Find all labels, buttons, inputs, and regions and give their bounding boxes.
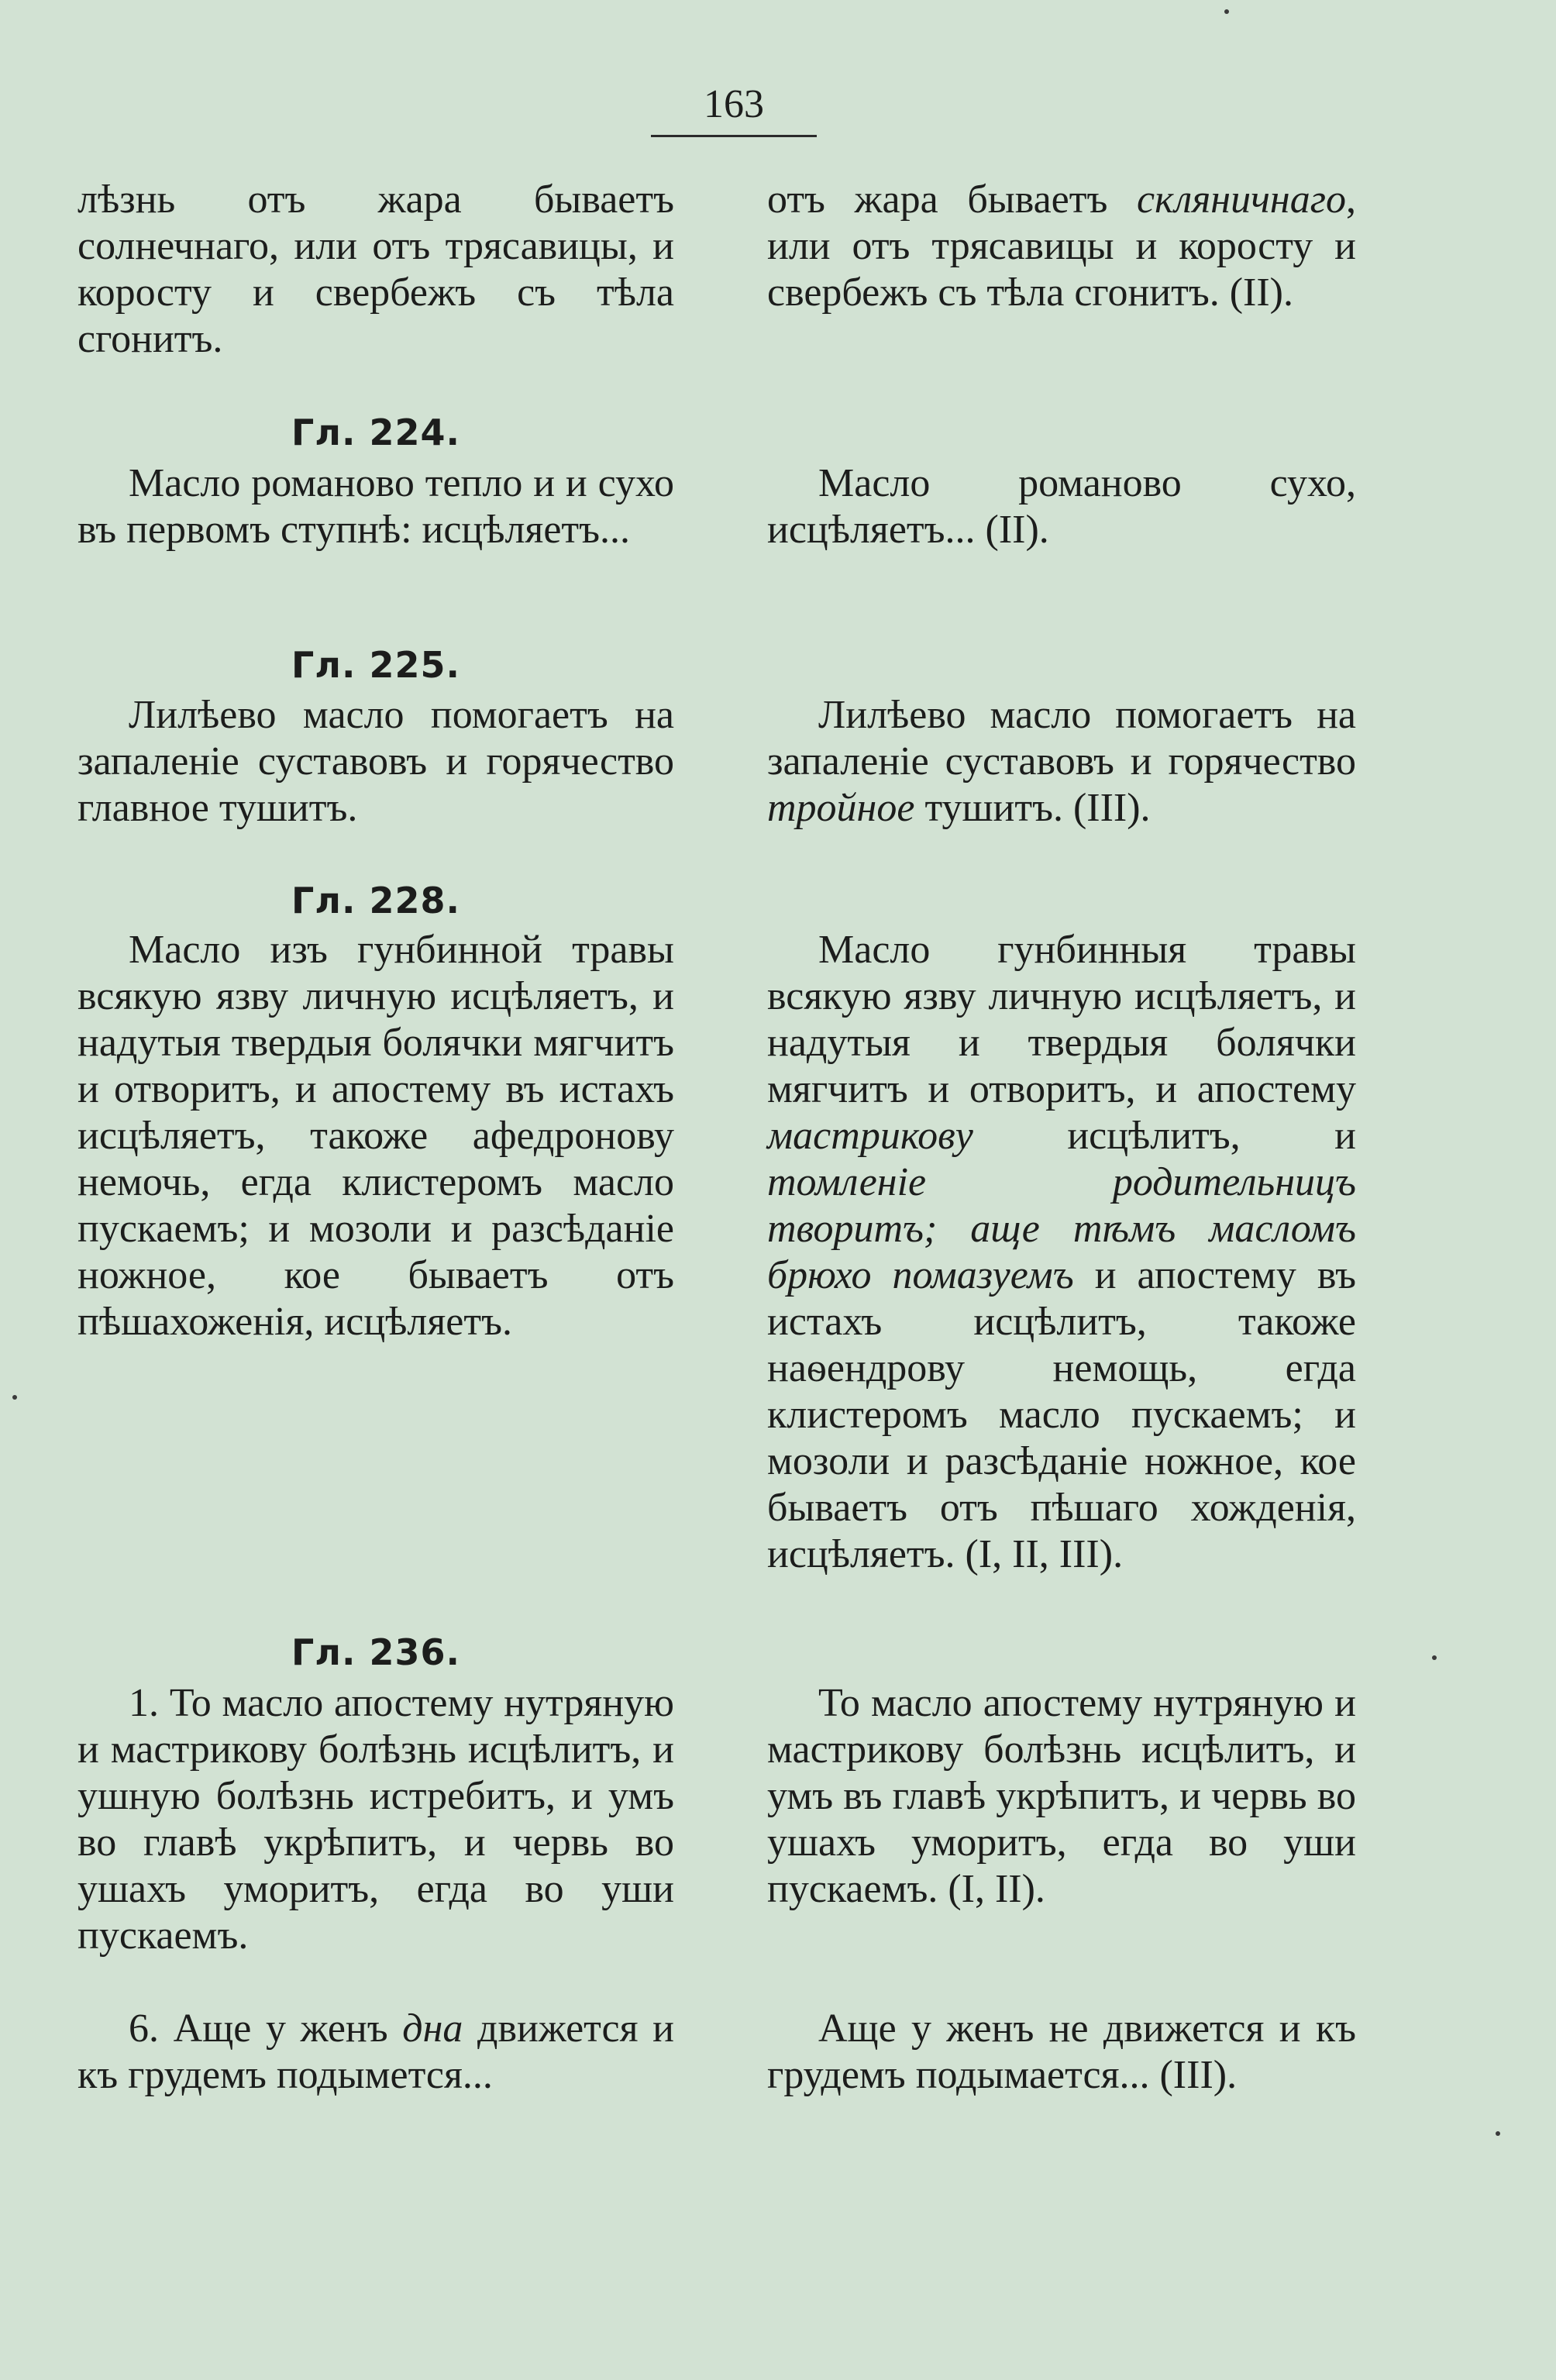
left-heading-224: Гл. 224. (291, 412, 460, 453)
scan-speck (1496, 2131, 1500, 2136)
right-chapter-224-text: Масло романово сухо, исцѣляетъ... (II). (767, 461, 1356, 552)
left-chapter-236-item-6: 6. Аще у женъ дна движется и къ грудемъ подымется... (77, 2006, 674, 2097)
right-column (767, 0, 1356, 2380)
left-chapter-224-text: Масло романово тепло и и сухо въ первомъ ступнѣ: исцѣляетъ... (77, 461, 674, 552)
right-chapter-228-text: Масло гунбинныя травы всякую язву личную исцѣляетъ, и надутыя и твердыя болячки мягчитъ и отворитъ, и апостему мастрикову исцѣлитъ, и томленіе родительницъ творитъ; аще тѣмъ масломъ брюхо помазуемъ и апостему въ истахъ исцѣлитъ, такоже наѳендрову немощь, егда клистеромъ масло пускаемъ; и мозоли и разсѣданіе ножное, кое бываетъ отъ пѣшаго хожденія, исцѣляетъ. (I, II, III). (767, 928, 1356, 1576)
left-chapter-228-text: Масло изъ гунбинной травы всякую язву личную исцѣляетъ, и надутыя твердыя болячки мягчитъ и отворитъ, и апостему въ истахъ исцѣляетъ, такоже афедронову немочь, егда клистеромъ масло пускаемъ; и мозоли и разсѣданіе ножное, кое бываетъ отъ пѣшахоженія, исцѣляетъ. (77, 928, 674, 1344)
scan-speck (12, 1395, 17, 1400)
left-heading-236: Гл. 236. (291, 1631, 460, 1673)
left-heading-225: Гл. 225. (291, 644, 460, 686)
scan-speck (1224, 9, 1229, 14)
left-chapter-225-text: Лилѣево масло помогаетъ на запаленіе суставовъ и горячество главное тушитъ. (77, 693, 674, 830)
left-chapter-223-tail: лѣзнь отъ жара бываетъ солнечнаго, или отъ трясавицы, и коросту и свербежъ съ тѣла сгонитъ. (77, 177, 674, 361)
right-chapter-225-text: Лилѣево масло помогаетъ на запаленіе суставовъ и горячество тройное тушитъ. (III). (767, 693, 1356, 830)
left-column (77, 0, 674, 2380)
page-number: 163 (651, 81, 817, 137)
left-heading-228: Гл. 228. (291, 880, 460, 921)
right-chapter-223-tail: отъ жара бываетъ скляничнаго, или отъ трясавицы и коросту и свербежъ съ тѣла сгонитъ. (II). (767, 177, 1356, 315)
right-chapter-236-item-6: Аще у женъ не движется и къ грудемъ подымается... (III). (767, 2006, 1356, 2097)
right-chapter-236-item-1: То масло апостему нутряную и мастрикову болѣзнь исцѣлитъ, и умъ въ главѣ укрѣпитъ, и червь во ушахъ уморитъ, егда во уши пускаемъ. (I, II). (767, 1681, 1356, 1911)
left-chapter-236-item-1: 1. То масло апостему нутряную и мастрикову болѣзнь исцѣлитъ, и ушную болѣзнь истребитъ, и умъ во главѣ укрѣпитъ, и червь во ушахъ уморитъ, егда во уши пускаемъ. (77, 1681, 674, 1958)
scan-speck (1432, 1655, 1437, 1660)
